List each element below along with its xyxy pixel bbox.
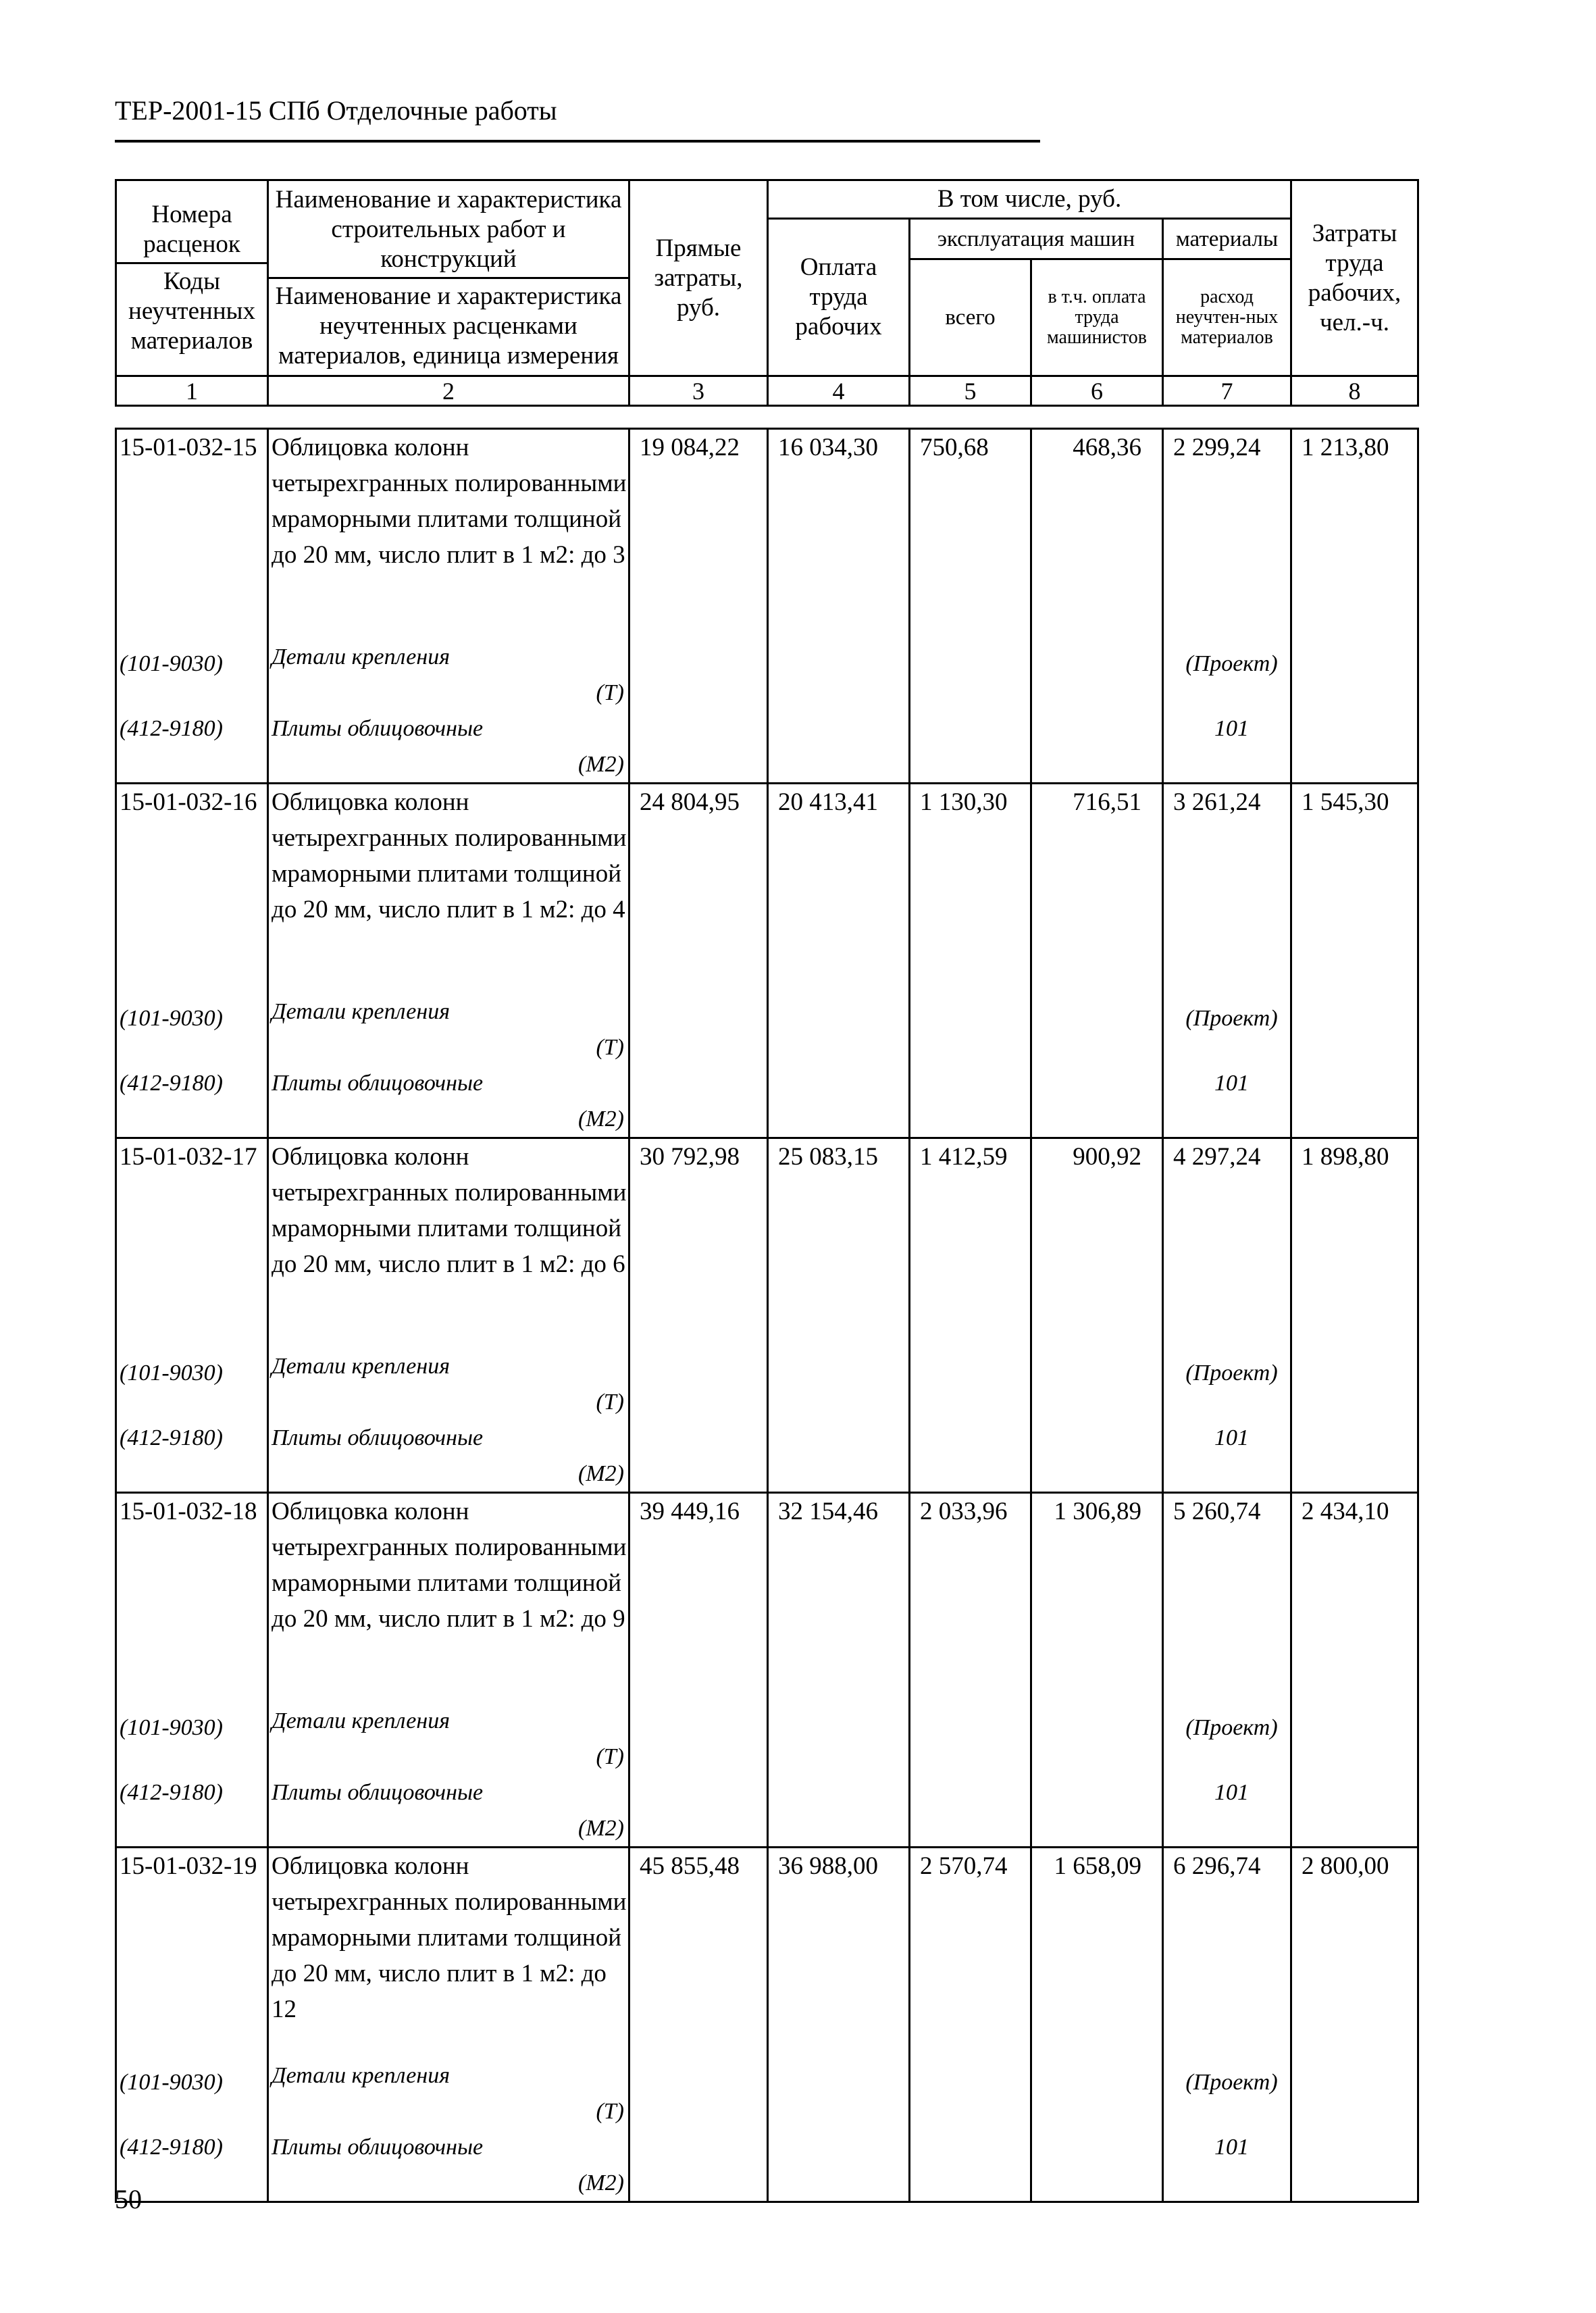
material-qty: 101 (1214, 716, 1249, 741)
rate-description-cell (268, 1493, 629, 1848)
materials-cost: 6 296,74 (1173, 1852, 1261, 1880)
material-qty: (Проект) (1185, 1361, 1278, 1386)
materials-cell (1163, 429, 1291, 784)
machines-total: 1 412,59 (910, 1138, 1031, 1493)
rates-table (115, 428, 1419, 2203)
material-qty: (Проект) (1185, 1715, 1278, 1740)
rate-code-cell (116, 429, 268, 784)
material-name: Детали крепления (272, 999, 450, 1024)
rate-description-cell (268, 784, 629, 1138)
labor-pay: 25 083,15 (768, 1138, 910, 1493)
machinists-pay: 468,36 (1031, 429, 1163, 784)
labor-pay: 36 988,00 (768, 1848, 910, 2202)
material-code: (101-9030) (120, 651, 223, 676)
header-num: 8 (1291, 376, 1418, 406)
machines-total: 1 130,30 (910, 784, 1031, 1138)
machinists-pay: 1 306,89 (1031, 1493, 1163, 1848)
material-code: (101-9030) (120, 1006, 223, 1031)
rate-description-cell (268, 1138, 629, 1493)
header-col5: всего (910, 259, 1031, 376)
header-col2-top: Наименование и характеристика строительных работ и конструкций (269, 182, 628, 279)
labor-hours: 1 213,80 (1291, 429, 1418, 784)
rate-description: Облицовка колонн четырехгранных полированными мраморными плитами толщиной до 20 мм, число плит в 1 м2: до 3 (272, 434, 627, 569)
header-group: В том числе, руб. (768, 180, 1291, 219)
header-num: 5 (910, 376, 1031, 406)
material-unit: (М2) (578, 2170, 624, 2195)
header-materials: материалы (1163, 219, 1291, 259)
material-name: Плиты облицовочные (272, 1071, 484, 1096)
rate-code: 15-01-032-19 (120, 1852, 257, 1880)
material-qty: 101 (1214, 1071, 1249, 1096)
materials-cost: 3 261,24 (1173, 788, 1261, 816)
material-unit: (Т) (596, 1744, 624, 1769)
material-qty: (Проект) (1185, 2070, 1278, 2095)
header-col1-top: Номера расценок (117, 197, 267, 264)
direct-costs: 19 084,22 (629, 429, 768, 784)
material-code: (101-9030) (120, 2070, 223, 2095)
machinists-pay: 900,92 (1031, 1138, 1163, 1493)
material-code: (412-9180) (120, 2135, 223, 2160)
material-unit: (М2) (578, 1107, 624, 1132)
rate-code-cell (116, 784, 268, 1138)
rate-code: 15-01-032-17 (120, 1143, 257, 1171)
direct-costs: 39 449,16 (629, 1493, 768, 1848)
material-name: Детали крепления (272, 2063, 450, 2088)
material-name: Плиты облицовочные (272, 1425, 484, 1450)
rate-code: 15-01-032-18 (120, 1498, 257, 1525)
header-num: 6 (1031, 376, 1163, 406)
material-name: Плиты облицовочные (272, 1780, 484, 1805)
rate-description: Облицовка колонн четырехгранных полированными мраморными плитами толщиной до 20 мм, число плит в 1 м2: до 12 (272, 1852, 627, 2023)
material-qty: 101 (1214, 1780, 1249, 1805)
table-header (115, 179, 1419, 407)
material-qty: (Проект) (1185, 651, 1278, 676)
table-row (116, 1138, 1418, 1493)
direct-costs: 24 804,95 (629, 784, 768, 1138)
table-row (116, 429, 1418, 784)
labor-hours: 2 800,00 (1291, 1848, 1418, 2202)
rate-code-cell (116, 1493, 268, 1848)
material-unit: (Т) (596, 2099, 624, 2124)
header-num: 3 (629, 376, 768, 406)
header-num: 2 (268, 376, 629, 406)
header-col2-bottom: Наименование и характеристика неучтенных расценками материалов, единица измерения (275, 282, 622, 370)
materials-cost: 2 299,24 (1173, 434, 1261, 461)
header-machines: эксплуатация машин (910, 219, 1163, 259)
labor-pay: 16 034,30 (768, 429, 910, 784)
materials-cost: 4 297,24 (1173, 1143, 1261, 1171)
machines-total: 2 033,96 (910, 1493, 1031, 1848)
rate-code-cell (116, 1848, 268, 2202)
material-qty: 101 (1214, 2135, 1249, 2160)
table-row (116, 1493, 1418, 1848)
material-code: (101-9030) (120, 1361, 223, 1386)
labor-hours: 1 545,30 (1291, 784, 1418, 1138)
header-col6: в т.ч. оплата труда машинистов (1031, 259, 1163, 376)
labor-pay: 20 413,41 (768, 784, 910, 1138)
header-col4: Оплата труда рабочих (768, 219, 910, 376)
header-num: 7 (1163, 376, 1291, 406)
table-row (116, 1848, 1418, 2202)
machines-total: 750,68 (910, 429, 1031, 784)
materials-cell (1163, 1848, 1291, 2202)
material-name: Плиты облицовочные (272, 716, 484, 741)
material-code: (412-9180) (120, 1425, 223, 1450)
rate-code: 15-01-032-15 (120, 434, 257, 461)
page-number: 50 (115, 2184, 142, 2214)
material-qty: 101 (1214, 1425, 1249, 1450)
rate-code-cell (116, 1138, 268, 1493)
header-col7: расход неучтен-ных материалов (1163, 259, 1291, 376)
material-name: Плиты облицовочные (272, 2135, 484, 2160)
header-col3: Прямые затраты, руб. (629, 180, 768, 376)
rates-table-body (116, 429, 1418, 2202)
machinists-pay: 1 658,09 (1031, 1848, 1163, 2202)
materials-cost: 5 260,74 (1173, 1498, 1261, 1525)
rate-description-cell (268, 429, 629, 784)
rate-description: Облицовка колонн четырехгранных полированными мраморными плитами толщиной до 20 мм, число плит в 1 м2: до 6 (272, 1143, 627, 1278)
rate-description-cell (268, 1848, 629, 2202)
materials-cell (1163, 1138, 1291, 1493)
header-col1-bottom: Коды неучтенных материалов (128, 268, 255, 355)
header-num: 1 (116, 376, 268, 406)
machinists-pay: 716,51 (1031, 784, 1163, 1138)
material-code: (412-9180) (120, 1780, 223, 1805)
material-unit: (Т) (596, 1035, 624, 1060)
material-code: (101-9030) (120, 1715, 223, 1740)
material-name: Детали крепления (272, 1354, 450, 1379)
material-code: (412-9180) (120, 1071, 223, 1096)
material-unit: (М2) (578, 1816, 624, 1841)
labor-hours: 1 898,80 (1291, 1138, 1418, 1493)
material-unit: (Т) (596, 1390, 624, 1415)
direct-costs: 30 792,98 (629, 1138, 768, 1493)
header-num: 4 (768, 376, 910, 406)
rate-code: 15-01-032-16 (120, 788, 257, 816)
material-qty: (Проект) (1185, 1006, 1278, 1031)
labor-hours: 2 434,10 (1291, 1493, 1418, 1848)
direct-costs: 45 855,48 (629, 1848, 768, 2202)
material-unit: (М2) (578, 1461, 624, 1486)
rate-description: Облицовка колонн четырехгранных полированными мраморными плитами толщиной до 20 мм, число плит в 1 м2: до 4 (272, 788, 627, 923)
table-row (116, 784, 1418, 1138)
material-unit: (Т) (596, 680, 624, 705)
material-code: (412-9180) (120, 716, 223, 741)
materials-cell (1163, 1493, 1291, 1848)
rate-description: Облицовка колонн четырехгранных полированными мраморными плитами толщиной до 20 мм, число плит в 1 м2: до 9 (272, 1498, 627, 1633)
material-name: Детали крепления (272, 644, 450, 669)
machines-total: 2 570,74 (910, 1848, 1031, 2202)
page-header: ТЕР-2001-15 СПб Отделочные работы (115, 95, 557, 126)
header-rule (115, 140, 1040, 143)
material-unit: (М2) (578, 752, 624, 777)
labor-pay: 32 154,46 (768, 1493, 910, 1848)
header-col8: Затраты труда рабочих, чел.-ч. (1291, 180, 1418, 376)
material-name: Детали крепления (272, 1708, 450, 1733)
materials-cell (1163, 784, 1291, 1138)
